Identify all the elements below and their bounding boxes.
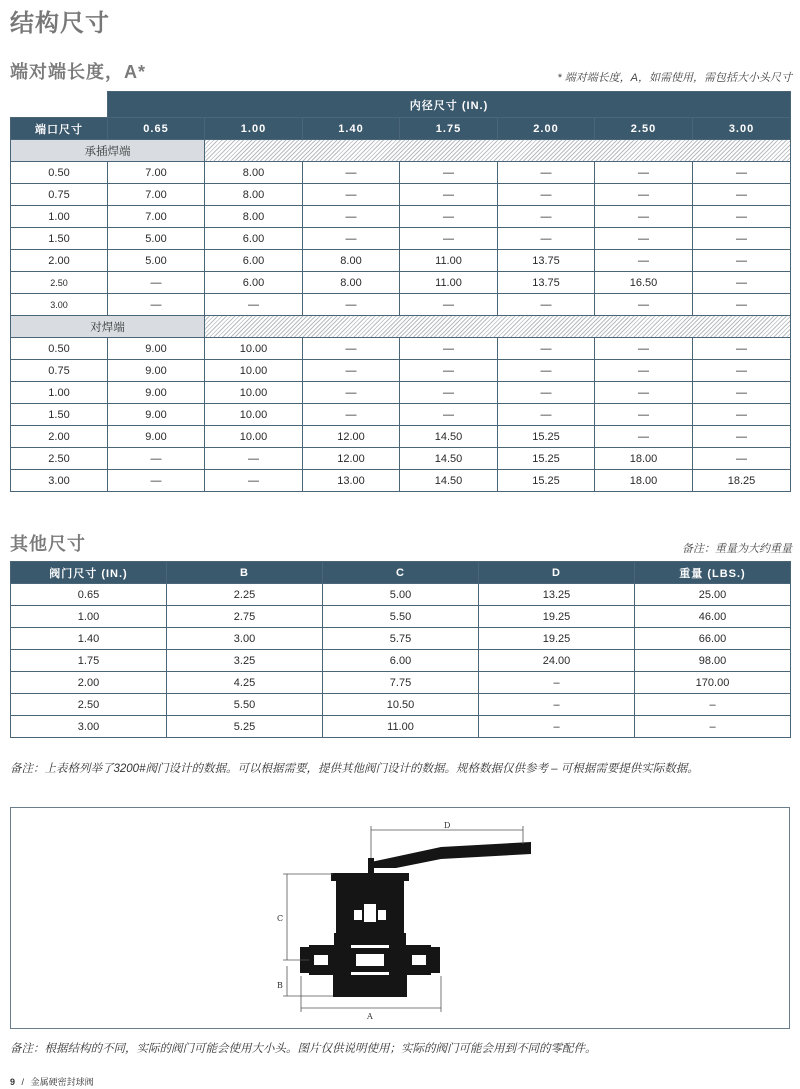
- length-cell: 7.00: [108, 206, 205, 228]
- dimension-cell: 2.25: [167, 584, 323, 606]
- dimension-cell: –: [479, 672, 635, 694]
- length-cell: —: [205, 470, 303, 492]
- length-cell: —: [595, 228, 693, 250]
- group-row: [11, 140, 791, 162]
- length-cell: —: [595, 184, 693, 206]
- length-cell: —: [595, 426, 693, 448]
- length-cell: —: [205, 448, 303, 470]
- length-cell: —: [400, 360, 498, 382]
- dimension-cell: 2.50: [11, 694, 167, 716]
- length-cell: 15.25: [498, 470, 595, 492]
- length-cell: —: [400, 206, 498, 228]
- length-cell: —: [108, 448, 205, 470]
- table-row: [11, 694, 791, 716]
- dimension-cell: –: [635, 694, 791, 716]
- length-cell: —: [693, 250, 791, 272]
- length-cell: —: [693, 426, 791, 448]
- table-corner-blank: [11, 92, 108, 118]
- port-size-cell: 2.00: [11, 426, 108, 448]
- other-dims-header-cell: C: [323, 562, 479, 584]
- length-cell: 6.00: [205, 272, 303, 294]
- length-cell: —: [693, 294, 791, 316]
- length-cell: —: [303, 360, 400, 382]
- length-cell: 13.00: [303, 470, 400, 492]
- length-cell: —: [693, 360, 791, 382]
- length-cell: —: [693, 162, 791, 184]
- length-cell: —: [303, 338, 400, 360]
- length-cell: —: [498, 162, 595, 184]
- length-cell: —: [498, 360, 595, 382]
- dimension-cell: 3.00: [11, 716, 167, 738]
- length-cell: —: [400, 228, 498, 250]
- length-cell: —: [108, 272, 205, 294]
- length-cell: 9.00: [108, 338, 205, 360]
- length-cell: 13.75: [498, 272, 595, 294]
- port-size-cell: 1.50: [11, 228, 108, 250]
- group-label: 对焊端: [11, 316, 205, 338]
- length-cell: 12.00: [303, 448, 400, 470]
- end-to-end-note: * 端对端长度，A，如需使用，需包括大小头尺寸: [557, 72, 792, 84]
- dim-label-d: D: [444, 821, 451, 830]
- length-cell: 15.25: [498, 426, 595, 448]
- port-size-cell: 3.00: [11, 470, 108, 492]
- length-cell: —: [693, 448, 791, 470]
- length-cell: —: [303, 382, 400, 404]
- length-cell: —: [498, 228, 595, 250]
- length-cell: 13.75: [498, 250, 595, 272]
- dimension-cell: 5.50: [323, 606, 479, 628]
- dimension-cell: –: [479, 694, 635, 716]
- length-cell: —: [303, 404, 400, 426]
- length-cell: —: [303, 206, 400, 228]
- port-size-cell: 1.50: [11, 404, 108, 426]
- dimension-cell: 1.75: [11, 650, 167, 672]
- other-dims-note: 备注：重量为大约重量: [682, 543, 792, 555]
- dimension-cell: 5.75: [323, 628, 479, 650]
- length-cell: —: [400, 184, 498, 206]
- length-cell: 8.00: [205, 206, 303, 228]
- dimension-cell: 13.25: [479, 584, 635, 606]
- length-cell: —: [595, 206, 693, 228]
- length-cell: —: [400, 162, 498, 184]
- table-row: [11, 606, 791, 628]
- length-cell: 10.00: [205, 404, 303, 426]
- length-cell: —: [595, 250, 693, 272]
- port-size-cell: 1.00: [11, 382, 108, 404]
- dimension-cell: 3.00: [167, 628, 323, 650]
- dimension-cell: 5.25: [167, 716, 323, 738]
- dimension-cell: 46.00: [635, 606, 791, 628]
- length-cell: 10.00: [205, 338, 303, 360]
- length-cell: 14.50: [400, 426, 498, 448]
- port-size-cell: 0.50: [11, 162, 108, 184]
- other-dims-header-cell: 重量 (LBS.): [635, 562, 791, 584]
- other-dims-table: [10, 561, 791, 738]
- page-number: 9: [10, 1077, 16, 1087]
- length-cell: —: [595, 294, 693, 316]
- table-row: [11, 206, 791, 228]
- length-cell: —: [303, 294, 400, 316]
- length-cell: 7.00: [108, 184, 205, 206]
- group-hatch: [205, 316, 791, 338]
- figure-box: [10, 807, 790, 1029]
- other-dims-header-cell: D: [479, 562, 635, 584]
- length-cell: 18.00: [595, 448, 693, 470]
- table-row: [11, 650, 791, 672]
- port-size-cell: 0.75: [11, 360, 108, 382]
- length-cell: 10.00: [205, 426, 303, 448]
- length-cell: —: [693, 184, 791, 206]
- length-cell: 15.25: [498, 448, 595, 470]
- table-row: [11, 672, 791, 694]
- table-row: [11, 716, 791, 738]
- length-cell: —: [498, 382, 595, 404]
- port-size-header: 端口尺寸: [11, 118, 108, 140]
- length-cell: —: [400, 382, 498, 404]
- table-row: [11, 426, 791, 448]
- length-cell: —: [498, 404, 595, 426]
- dimension-cell: 3.25: [167, 650, 323, 672]
- length-cell: 11.00: [400, 272, 498, 294]
- length-cell: 18.00: [595, 470, 693, 492]
- table-row: [11, 584, 791, 606]
- table-row: [11, 470, 791, 492]
- dimension-cell: 19.25: [479, 606, 635, 628]
- dimension-cell: 2.75: [167, 606, 323, 628]
- footer-separator: /: [21, 1077, 25, 1087]
- dimension-cell: 7.75: [323, 672, 479, 694]
- dimension-cell: 170.00: [635, 672, 791, 694]
- length-cell: 14.50: [400, 448, 498, 470]
- other-dims-title: 其他尺寸: [10, 534, 86, 554]
- table-row: [11, 294, 791, 316]
- length-cell: —: [693, 404, 791, 426]
- dimension-cell: 19.25: [479, 628, 635, 650]
- other-dims-header-cell: B: [167, 562, 323, 584]
- length-cell: —: [693, 272, 791, 294]
- group-label: 承插焊端: [11, 140, 205, 162]
- length-cell: 9.00: [108, 426, 205, 448]
- dimension-cell: 4.25: [167, 672, 323, 694]
- valve-drawing: [11, 808, 789, 1028]
- dimension-cell: 1.00: [11, 606, 167, 628]
- length-cell: —: [498, 184, 595, 206]
- dim-label-c: C: [277, 914, 284, 923]
- length-cell: —: [595, 404, 693, 426]
- length-cell: —: [400, 404, 498, 426]
- length-cell: —: [595, 382, 693, 404]
- length-cell: —: [595, 360, 693, 382]
- dimension-cell: 5.00: [323, 584, 479, 606]
- port-size-cell: 2.50: [11, 448, 108, 470]
- dimension-cell: 0.65: [11, 584, 167, 606]
- table-row: [11, 360, 791, 382]
- port-size-cell: 0.50: [11, 338, 108, 360]
- length-cell: —: [303, 184, 400, 206]
- length-cell: 8.00: [303, 250, 400, 272]
- dimension-cell: –: [635, 716, 791, 738]
- bore-size-col: 0.65: [108, 118, 205, 140]
- bore-size-col: 3.00: [693, 118, 791, 140]
- length-cell: —: [595, 338, 693, 360]
- length-cell: —: [400, 338, 498, 360]
- dimension-cell: 10.50: [323, 694, 479, 716]
- figure-caption: 备注：根据结构的不同，实际的阀门可能会使用大小头。图片仅供说明使用；实际的阀门可能会用到不同的零配件。: [10, 1043, 597, 1055]
- length-cell: —: [693, 228, 791, 250]
- bore-size-header: 内径尺寸 (IN.): [108, 92, 791, 118]
- length-cell: —: [400, 294, 498, 316]
- length-cell: 6.00: [205, 250, 303, 272]
- other-dims-header-cell: 阀门尺寸 (IN.): [11, 562, 167, 584]
- length-cell: 9.00: [108, 360, 205, 382]
- table-row: [11, 184, 791, 206]
- port-size-cell: 3.00: [11, 294, 108, 316]
- length-cell: 7.00: [108, 162, 205, 184]
- length-cell: 14.50: [400, 470, 498, 492]
- table-row: [11, 338, 791, 360]
- length-cell: —: [498, 206, 595, 228]
- length-cell: —: [693, 206, 791, 228]
- dim-label-a: A: [367, 1012, 373, 1021]
- end-to-end-title: 端对端长度，A*: [10, 62, 147, 82]
- length-cell: —: [303, 228, 400, 250]
- length-cell: 6.00: [205, 228, 303, 250]
- length-cell: 8.00: [205, 184, 303, 206]
- length-cell: —: [498, 294, 595, 316]
- page-footer: [10, 1075, 94, 1088]
- group-hatch: [205, 140, 791, 162]
- length-cell: —: [108, 294, 205, 316]
- bore-size-col: 1.40: [303, 118, 400, 140]
- footer-doc-title: 金属硬密封球阀: [30, 1077, 94, 1087]
- length-cell: 9.00: [108, 382, 205, 404]
- length-cell: 12.00: [303, 426, 400, 448]
- length-cell: 5.00: [108, 250, 205, 272]
- table-row: [11, 628, 791, 650]
- table-row: [11, 162, 791, 184]
- dimension-cell: 98.00: [635, 650, 791, 672]
- table-row: [11, 272, 791, 294]
- dimension-cell: 24.00: [479, 650, 635, 672]
- table-row: [11, 448, 791, 470]
- length-cell: 10.00: [205, 382, 303, 404]
- bore-size-col: 2.50: [595, 118, 693, 140]
- dim-label-b: B: [277, 981, 283, 990]
- dimension-cell: 2.00: [11, 672, 167, 694]
- dimension-cell: 25.00: [635, 584, 791, 606]
- table-row: [11, 228, 791, 250]
- length-cell: 11.00: [400, 250, 498, 272]
- length-cell: —: [108, 470, 205, 492]
- length-cell: 8.00: [205, 162, 303, 184]
- length-cell: —: [693, 382, 791, 404]
- length-cell: 18.25: [693, 470, 791, 492]
- dimension-cell: 11.00: [323, 716, 479, 738]
- bore-size-col: 2.00: [498, 118, 595, 140]
- dimension-cell: 6.00: [323, 650, 479, 672]
- length-cell: 8.00: [303, 272, 400, 294]
- length-cell: —: [498, 338, 595, 360]
- port-size-cell: 1.00: [11, 206, 108, 228]
- table-row: [11, 404, 791, 426]
- length-cell: 10.00: [205, 360, 303, 382]
- end-to-end-table: [10, 91, 791, 492]
- bore-size-row: [11, 118, 791, 140]
- page-title: 结构尺寸: [10, 10, 110, 37]
- dimension-cell: 66.00: [635, 628, 791, 650]
- table-row: [11, 250, 791, 272]
- bore-size-col: 1.75: [400, 118, 498, 140]
- length-cell: 9.00: [108, 404, 205, 426]
- length-cell: —: [595, 162, 693, 184]
- dimension-cell: –: [479, 716, 635, 738]
- length-cell: —: [693, 338, 791, 360]
- length-cell: —: [205, 294, 303, 316]
- length-cell: 16.50: [595, 272, 693, 294]
- dimension-cell: 5.50: [167, 694, 323, 716]
- table-row: [11, 382, 791, 404]
- port-size-cell: 2.50: [11, 272, 108, 294]
- port-size-cell: 0.75: [11, 184, 108, 206]
- length-cell: 5.00: [108, 228, 205, 250]
- length-cell: —: [303, 162, 400, 184]
- dimension-cell: 1.40: [11, 628, 167, 650]
- bore-size-col: 1.00: [205, 118, 303, 140]
- group-row: [11, 316, 791, 338]
- table-footnote: 备注：上表格列举了3200#阀门设计的数据。可以根据需要，提供其他阀门设计的数据。规格数据仅供参考 – 可根据需要提供实际数据。: [10, 763, 699, 775]
- port-size-cell: 2.00: [11, 250, 108, 272]
